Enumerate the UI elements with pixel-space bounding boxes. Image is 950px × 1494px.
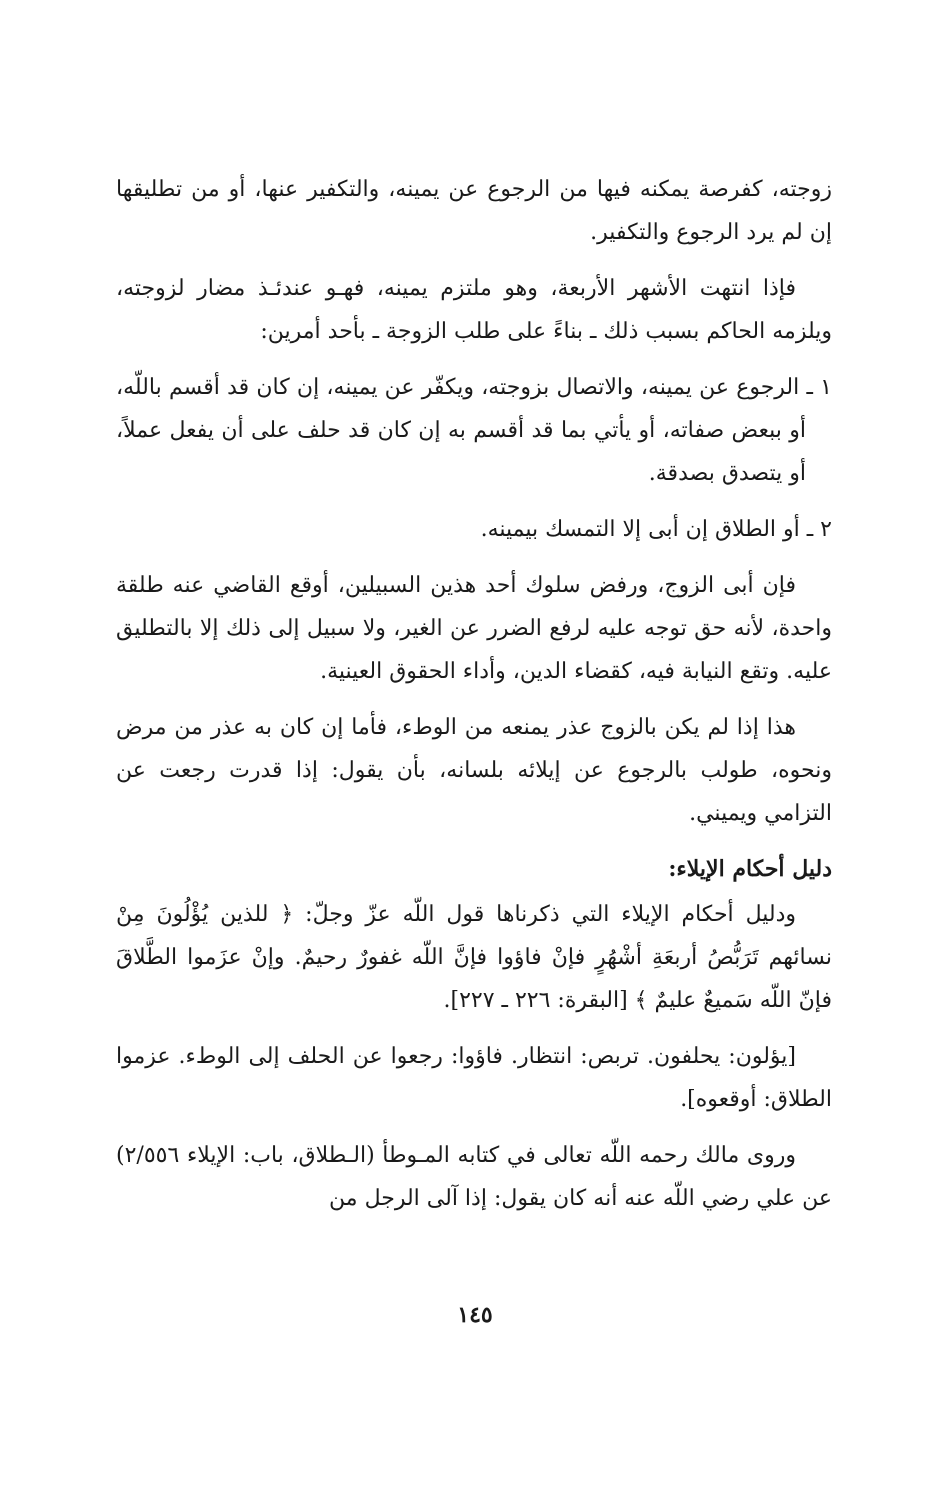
- paragraph-four-months: فإذا انتهت الأشهر الأربعة، وهو ملتزم يمينه، فهـو عندئـذ مضار لزوجته، ويلزمه الحاكم بسبب ذلك ـ بناءً على طلب الزوجة ـ بأحد أمرين:: [116, 276, 832, 344]
- paragraph-excuse: هذا إذا لم يكن بالزوج عذر يمنعه من الوطء، فأما إن كان به عذر من مرض ونحوه، طولب بالرجوع عن إيلائه بلسانه، بأن يقول: إذا قدرت رجعت عن التزامي ويميني.: [116, 715, 832, 826]
- page-number: ١٤٥: [457, 1302, 493, 1328]
- paragraph-glossary: [يؤلون: يحلفون. تربص: انتظار. فاؤوا: رجعوا عن الحلف إلى الوطء. عزموا الطلاق: أوقعوه].: [116, 1044, 832, 1112]
- list-item-2: ٢ ـ أو الطلاق إن أبى إلا التمسك بيمينه.: [480, 517, 832, 542]
- paragraph-judge-divorce: فإن أبى الزوج، ورفض سلوك أحد هذين السبيلين، أوقع القاضي عنه طلقة واحدة، لأنه حق توجه عليه لرفع الضرر عن الغير، ولا سبيل إلى ذلك إلا بالتطليق عليه. وتقع النيابة فيه، كقضاء الدين، وأداء الحقوق العينية.: [116, 573, 832, 684]
- paragraph-malik-narration: وروى مالك رحمه اللّه تعالى في كتابه المـوطأ (الـطلاق، باب: الإيلاء ٢/٥٥٦) عن علي رضي اللّه عنه أنه كان يقول: إذا آلى الرجل من: [116, 1143, 832, 1211]
- paragraph-evidence-verse: ودليل أحكام الإيلاء التي ذكرناها قول اللّه عزّ وجلّ: ﴿ للذين يُؤْلُونَ مِنْ نسائهم تَرَبُّصُ أربعَةِ أشْهُرٍ فإنْ فاؤوا فإنَّ اللّه غفورٌ رحيمٌ. وإنْ عزَموا الطَّلاقَ فإنّ اللّه سَميعٌ عليمٌ ﴾ [البقرة: ٢٢٦ ـ ٢٢٧].: [116, 902, 832, 1013]
- page-body: [116, 168, 832, 1233]
- list-item-1: ١ ـ الرجوع عن يمينه، والاتصال بزوجته، ويكفّر عن يمينه، إن كان قد أقسم باللّه، أو ببعض صفاته، أو يأتي بما قد أقسم به إن كان قد حلف على أن يفعل عملاً، أو يتصدق بصدقة.: [116, 375, 832, 486]
- section-heading: دليل أحكام الإيلاء:: [668, 856, 832, 882]
- paragraph-continuation: زوجته، كفرصة يمكنه فيها من الرجوع عن يمينه، والتكفير عنها، أو من تطليقها إن لم يرد الرجوع والتكفير.: [116, 177, 832, 245]
